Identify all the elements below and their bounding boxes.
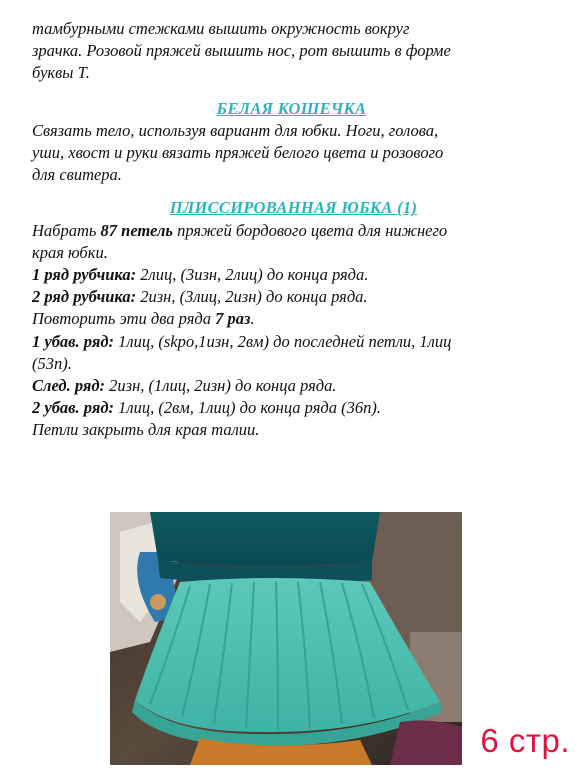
white-cat-line: уши, хвост и руки вязать пряжей белого цвета и розового <box>32 143 444 163</box>
rib-row-2 <box>32 286 547 308</box>
white-cat-line: Связать тело, используя вариант для юбки. Ноги, голова, <box>32 120 439 140</box>
cast-on-line <box>32 220 547 242</box>
intro-line: тамбурными стежками вышить окружность вокруг <box>32 19 410 38</box>
intro-line: буквы Т. <box>32 63 90 83</box>
page-number: 6 стр. <box>480 722 570 759</box>
decrease-row-1 <box>32 331 547 353</box>
row-text: 2лиц, (3изн, 2лиц) до конца ряда. <box>136 265 369 285</box>
knitted-skirt-photo <box>110 512 462 765</box>
row-label: 1 ряд рубчика: <box>32 265 137 285</box>
intro-line: зрачка. Розовой пряжей вышить нос, рот вышить в форме <box>32 41 451 61</box>
skirt-heading: ПЛИССИРОВАННАЯ ЮБКА (1) <box>169 198 418 218</box>
repeat-line <box>32 308 547 330</box>
instructions-text <box>32 18 547 442</box>
repeat-text: Повторить эти два ряда <box>32 309 216 329</box>
white-cat-heading: БЕЛАЯ КОШЕЧКА <box>216 98 367 118</box>
stitch-count: 87 петель <box>100 220 173 240</box>
white-cat-line: для свитера. <box>32 165 122 185</box>
decrease-row-1-count: (53п). <box>32 353 72 373</box>
repeat-text: . <box>250 309 255 329</box>
bind-off-line: Петли закрыть для края талии. <box>32 420 260 440</box>
cast-on-text: Набрать <box>32 220 101 240</box>
row-text: 2изн, (3лиц, 2изн) до конца ряда. <box>136 287 368 307</box>
row-label: След. ряд: <box>32 376 106 396</box>
cast-on-line: края юбки. <box>32 242 108 262</box>
repeat-count: 7 раз <box>215 309 251 329</box>
knitted-skirt-illustration <box>110 512 462 765</box>
row-label: 2 ряд рубчика: <box>32 287 137 307</box>
decrease-row-2 <box>32 397 547 419</box>
row-text: 1лиц, (skpo,1изн, 2вм) до последней петли, 1лиц <box>114 331 452 351</box>
next-row <box>32 375 547 397</box>
row-label: 2 убав. ряд: <box>32 398 115 418</box>
row-text: 1лиц, (2вм, 1лиц) до конца ряда (36п). <box>114 398 381 418</box>
cast-on-text: пряжей бордового цвета для нижнего <box>172 220 448 240</box>
row-text: 2изн, (1лиц, 2изн) до конца ряда. <box>105 376 337 396</box>
rib-row-1 <box>32 264 547 286</box>
row-label: 1 убав. ряд: <box>32 331 115 351</box>
